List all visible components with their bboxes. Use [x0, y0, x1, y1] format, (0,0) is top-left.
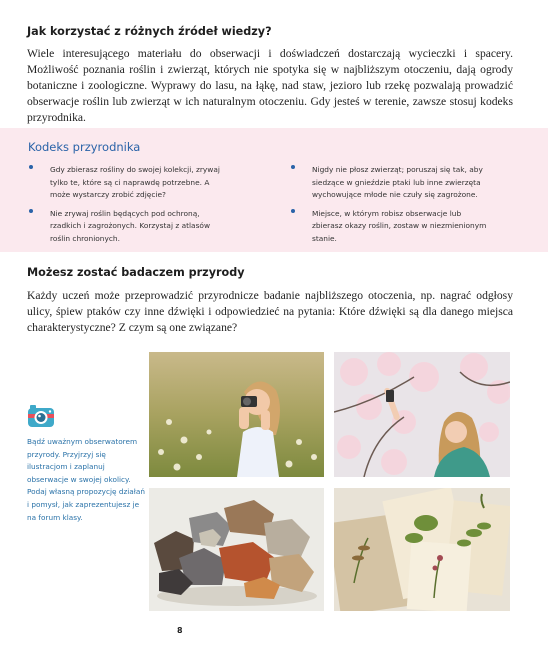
- code-item: Nie zrywaj roślin będących pod ochroną, rzadkich i zagrożonych. Korzystaj z atlasów roślin chronionych.: [28, 208, 228, 246]
- bullet-icon: [29, 165, 33, 169]
- naturalist-code-title: Kodeks przyrodnika: [28, 140, 141, 154]
- section-paragraph-researcher: Każdy uczeń może przeprowadzić przyrodnicze badanie najbliższego otoczenia, np. nagrać odgłosy ulicy, śpiew ptaków czy inne dźwięki i odpowiedzieć na pytania: Które dźwięki są dla danego miejsca charakterystyczne? Z czym są one związane?: [27, 289, 513, 334]
- bullet-icon: [29, 209, 33, 213]
- code-item: Nigdy nie płosz zwierząt; poruszaj się tak, aby siedzące w gnieździe ptaki lub inne zwierzęta wychowujące młode nie czuły się zagrożone.: [290, 164, 490, 202]
- photo-herbarium-pressed-plants: [334, 488, 510, 611]
- bullet-icon: [291, 209, 295, 213]
- naturalist-code-left-column: [28, 164, 228, 251]
- naturalist-code-right-column: [290, 164, 490, 251]
- page-number: 8: [177, 626, 183, 635]
- photo-stones-collection: [149, 488, 324, 611]
- naturalist-code-box: [0, 128, 548, 252]
- section-paragraph-sources: Wiele interesującego materiału do obserwacji i doświadczeń dostarczają wycieczki i spacery. Możliwość poznania roślin i zwierząt, których nie spotyka się w najbliższym otoczeniu, dają ogrody botaniczne i zoologiczne. Wyprawy do lasu, na łąkę, nad staw, jezioro lub rzekę pozwalają prowadzić obserwacje roślin lub zwierząt w ich naturalnym otoczeniu. Gdy jesteś w terenie, zawsze stosuj kodeks przyrodnika.: [27, 47, 513, 124]
- code-item: Gdy zbierasz rośliny do swojej kolekcji, zrywaj tylko te, które są ci naprawdę potrzebne. A może wystarczy zrobić zdjęcie?: [28, 164, 228, 202]
- photo-girl-with-camera: [149, 352, 324, 477]
- code-item: Miejsce, w którym robisz obserwacje lub zbierasz okazy roślin, zostaw w niezmienionym stanie.: [290, 208, 490, 246]
- sidenote-text: Bądź uważnym obserwatorem przyrody. Przyjrzyj się ilustracjom i zaplanuj obserwacje w swojej okolicy. Podaj własną propozycję działań i pomysł, jak zaprezentujesz je na forum klasy.: [27, 437, 145, 522]
- section-heading-sources: Jak korzystać z różnych źródeł wiedzy?: [27, 25, 272, 38]
- camera-icon: [27, 404, 55, 428]
- photo-girl-photographing-blossoms: [334, 352, 510, 477]
- section-heading-researcher: Możesz zostać badaczem przyrody: [27, 266, 245, 279]
- bullet-icon: [291, 165, 295, 169]
